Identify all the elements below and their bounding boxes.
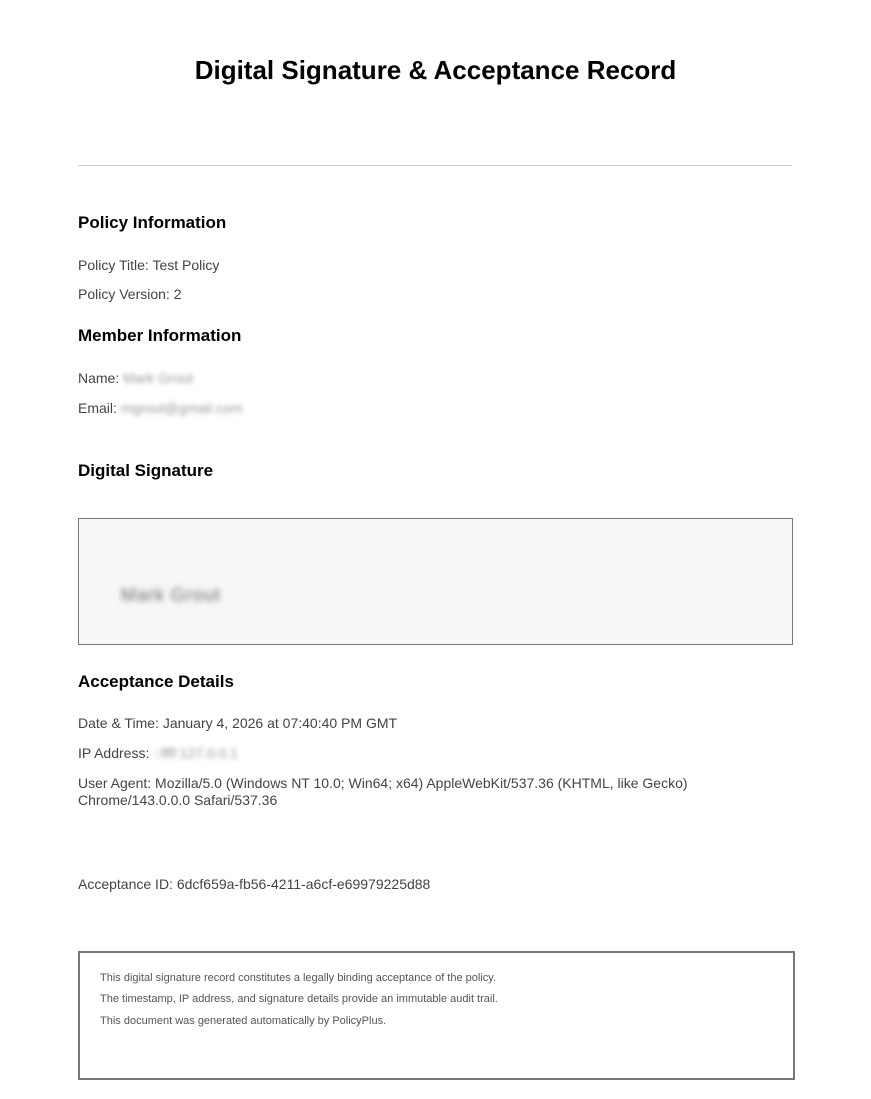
datetime-value: January 4, 2026 at 07:40:40 PM GMT [162,715,398,731]
member-email-label: Email: [78,400,117,416]
signature-value: Mark Grout [121,585,222,605]
user-agent-row [78,775,688,809]
member-name-label: Name: [78,370,120,386]
datetime-row [78,715,397,732]
policy-version-row [78,286,182,303]
member-email-value: mgrout@gmail.com [120,400,243,416]
member-heading: Member Information [78,326,242,345]
page-title: Digital Signature & Acceptance Record [194,55,677,85]
policy-version-value: 2 [173,286,182,302]
datetime-label: Date & Time: [78,715,159,731]
ip-value: ::ffff:127.0.0.1 [153,745,239,761]
member-name-row [78,370,193,387]
ip-row [78,745,238,762]
footer-line: The timestamp, IP address, and signature details provide an immutable audit trail. [100,993,498,1005]
member-email-row [78,400,242,417]
signature-heading: Digital Signature [78,461,214,480]
signature-box [78,518,793,645]
acceptance-id-row [78,876,430,893]
footer-line: This document was generated automatically by PolicyPlus. [100,1015,387,1027]
policy-title-value: Test Policy [152,257,220,273]
policy-title-row [78,257,219,274]
user-agent-value-line1: Mozilla/5.0 (Windows NT 10.0; Win64; x64) AppleWebKit/537.36 (KHTML, like Gecko) [155,775,688,791]
user-agent-value-line2: Chrome/143.0.0.0 Safari/537.36 [78,792,278,808]
acceptance-heading: Acceptance Details [78,672,234,691]
member-name-value: Mark Grout [123,370,194,386]
ip-label: IP Address: [78,745,150,761]
acceptance-id-value: 6dcf659a-fb56-4211-a6cf-e69979225d88 [176,876,431,892]
acceptance-id-label: Acceptance ID: [78,876,173,892]
policy-version-label: Policy Version: [78,286,170,302]
policy-heading: Policy Information [78,213,227,232]
policy-title-label: Policy Title: [78,257,149,273]
divider [78,165,792,166]
footer-line: This digital signature record constitutes a legally binding acceptance of the policy. [100,972,497,984]
footer-notice-box [78,951,795,1080]
user-agent-label: User Agent: [78,775,152,791]
